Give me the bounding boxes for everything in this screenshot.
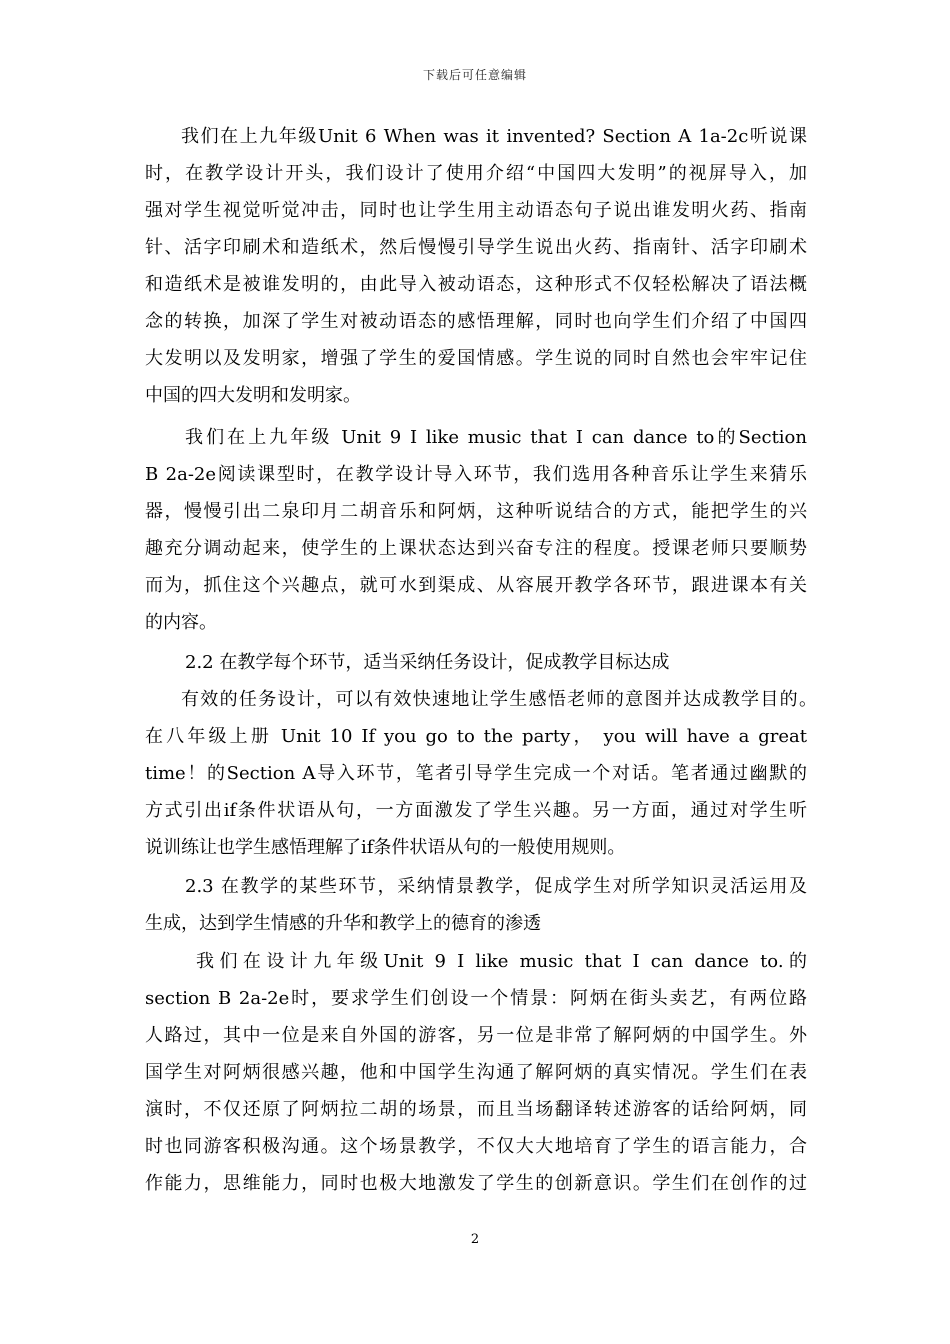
text-line: 人路过，其中一位是来自外国的游客，另一位是非常了解阿炳的中国学生。外 xyxy=(145,1025,807,1046)
text-line: 的内容。 xyxy=(145,612,217,633)
text-line: 器，慢慢引出二泉印月二胡音乐和阿炳，这种听说结合的方式，能把学生的兴 xyxy=(145,501,807,522)
text-line: 在八年级上册 Unit 10 If you go to the party， you will have a great xyxy=(145,726,807,747)
text-line: 大发明以及发明家，增强了学生的爱国情感。学生说的同时自然也会牢牢记住 xyxy=(145,348,807,369)
text-line: 我们在设计九年级Unit 9 I like music that I can dance to.的 xyxy=(196,951,807,972)
text-line: 和造纸术是被谁发明的，由此导入被动语态，这种形式不仅轻松解决了语法概 xyxy=(145,274,807,295)
page-header: 下载后可任意编辑 xyxy=(422,68,527,82)
section-heading: 生成，达到学生情感的升华和教学上的德育的渗透 xyxy=(145,913,541,934)
section-heading: 2.3 在教学的某些环节，采纳情景教学，促成学生对所学知识灵活运用及 xyxy=(185,876,807,897)
text-line: 作能力，思维能力，同时也极大地激发了学生的创新意识。学生们在创作的过 xyxy=(145,1173,807,1194)
text-line: 方式引出if条件状语从句，一方面激发了学生兴趣。另一方面，通过对学生听 xyxy=(145,800,807,821)
text-line: 时，在教学设计开头，我们设计了使用介绍“中国四大发明”的视屏导入，加 xyxy=(145,163,807,184)
text-line: section B 2a-2e时，要求学生们创设一个情景：阿炳在街头卖艺，有两位路 xyxy=(145,988,807,1009)
text-line: 有效的任务设计，可以有效快速地让学生感悟老师的意图并达成教学目的。 xyxy=(181,689,817,710)
text-line: B 2a-2e阅读课型时，在教学设计导入环节，我们选用各种音乐让学生来猜乐 xyxy=(145,464,807,485)
text-line: 我们在上九年级Unit 6 When was it invented? Section A 1a-2c听说课 xyxy=(181,126,807,147)
text-line: 而为，抓住这个兴趣点，就可水到渠成、从容展开教学各环节，跟进课本有关 xyxy=(145,575,807,596)
section-heading: 2.2 在教学每个环节，适当采纳任务设计，促成教学目标达成 xyxy=(185,652,670,673)
text-line: 我们在上九年级 Unit 9 I like music that I can dance to的Section xyxy=(185,427,807,448)
text-line: 念的转换，加深了学生对被动语态的感悟理解，同时也向学生们介绍了中国四 xyxy=(145,311,807,332)
text-line: 国学生对阿炳很感兴趣，他和中国学生沟通了解阿炳的真实情况。学生们在表 xyxy=(145,1062,807,1083)
text-line: 中国的四大发明和发明家。 xyxy=(145,385,361,406)
text-line: 趣充分调动起来，使学生的上课状态达到兴奋专注的程度。授课老师只要顺势 xyxy=(145,538,807,559)
text-line: 演时，不仅还原了阿炳拉二胡的场景，而且当场翻译转述游客的话给阿炳，同 xyxy=(145,1099,807,1120)
page-number: 2 xyxy=(470,1232,480,1247)
text-line: time！的Section A导入环节，笔者引导学生完成一个对话。笔者通过幽默的 xyxy=(145,763,807,784)
text-line: 时也同游客积极沟通。这个场景教学，不仅大大地培育了学生的语言能力，合 xyxy=(145,1136,807,1157)
text-line: 说训练让也学生感悟理解了if条件状语从句的一般使用规则。 xyxy=(145,837,626,858)
text-line: 强对学生视觉听觉冲击，同时也让学生用主动语态句子说出谁发明火药、指南 xyxy=(145,200,807,221)
text-line: 针、活字印刷术和造纸术，然后慢慢引导学生说出火药、指南针、活字印刷术 xyxy=(145,237,807,258)
